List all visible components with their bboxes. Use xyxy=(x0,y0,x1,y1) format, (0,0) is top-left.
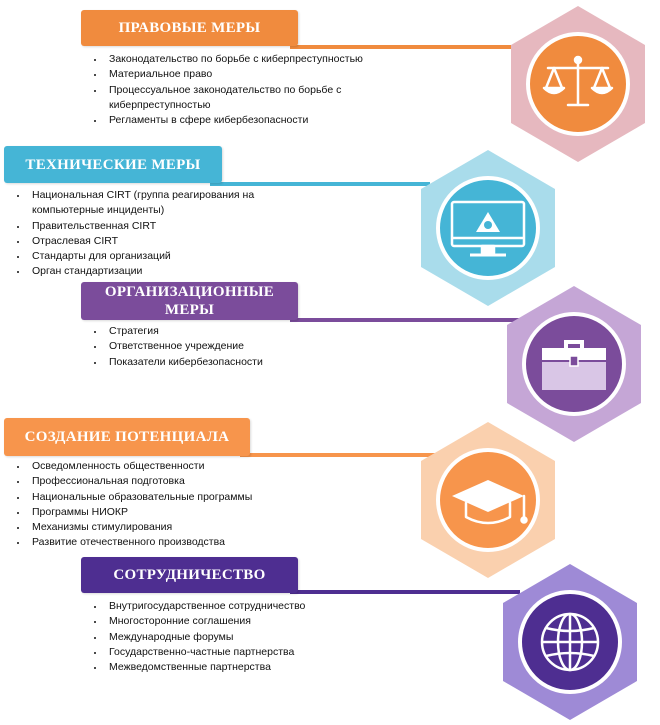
item-list-cooperation xyxy=(87,599,365,675)
list-item: • Материальное право xyxy=(105,67,365,82)
item-list-organizational xyxy=(87,324,365,370)
list-item: • Профессиональная подготовка xyxy=(28,474,293,489)
section-title-legal: ПРАВОВЫЕ МЕРЫ xyxy=(81,10,298,46)
list-item: • Отраслевая CIRT xyxy=(28,234,293,249)
list-item: • Развитие отечественного производства xyxy=(28,535,293,550)
cooperation-hexagon xyxy=(500,562,640,722)
list-item: • Правительственная CIRT xyxy=(28,219,293,234)
section-title-organizational: ОРГАНИЗАЦИОННЫЕ МЕРЫ xyxy=(81,282,298,320)
connector-line-legal xyxy=(290,45,520,49)
capacity-hexagon xyxy=(418,420,558,580)
section-title-cooperation: СОТРУДНИЧЕСТВО xyxy=(81,557,298,593)
list-item: • Осведомленность общественности xyxy=(28,459,293,474)
list-item: • Многосторонние соглашения xyxy=(105,614,365,629)
list-item: • Программы НИОКР xyxy=(28,505,293,520)
list-item: • Процессуальное законодательство по борьбе с киберпреступностью xyxy=(105,83,365,114)
item-list-legal xyxy=(87,52,365,128)
list-item: • Законодательство по борьбе с киберпреступностью xyxy=(105,52,365,67)
connector-line-technical xyxy=(210,182,430,186)
list-item: • Внутригосударственное сотрудничество xyxy=(105,599,365,614)
list-item: • Государственно-частные партнерства xyxy=(105,645,365,660)
connector-line-capacity xyxy=(240,453,440,457)
list-item: • Национальная CIRT (группа реагирования на компьютерные инциденты) xyxy=(28,188,293,219)
section-title-capacity: СОЗДАНИЕ ПОТЕНЦИАЛА xyxy=(4,418,250,456)
list-item: • Регламенты в сфере кибербезопасности xyxy=(105,113,365,128)
list-item: • Национальные образовательные программы xyxy=(28,490,293,505)
list-item: • Орган стандартизации xyxy=(28,264,293,279)
connector-line-cooperation xyxy=(290,590,520,594)
list-item: • Межведомственные партнерства xyxy=(105,660,365,675)
list-item: • Стандарты для организаций xyxy=(28,249,293,264)
item-list-technical xyxy=(10,188,293,280)
globe-icon xyxy=(542,614,598,670)
connector-line-organizational xyxy=(290,318,530,322)
list-item: • Механизмы стимулирования xyxy=(28,520,293,535)
list-item: • Стратегия xyxy=(105,324,365,339)
list-item: • Ответственное учреждение xyxy=(105,339,365,354)
legal-hexagon xyxy=(508,4,648,164)
list-item: • Показатели кибербезопасности xyxy=(105,355,365,370)
section-title-technical: ТЕХНИЧЕСКИЕ МЕРЫ xyxy=(4,146,222,183)
item-list-capacity xyxy=(10,459,293,551)
list-item: • Международные форумы xyxy=(105,630,365,645)
